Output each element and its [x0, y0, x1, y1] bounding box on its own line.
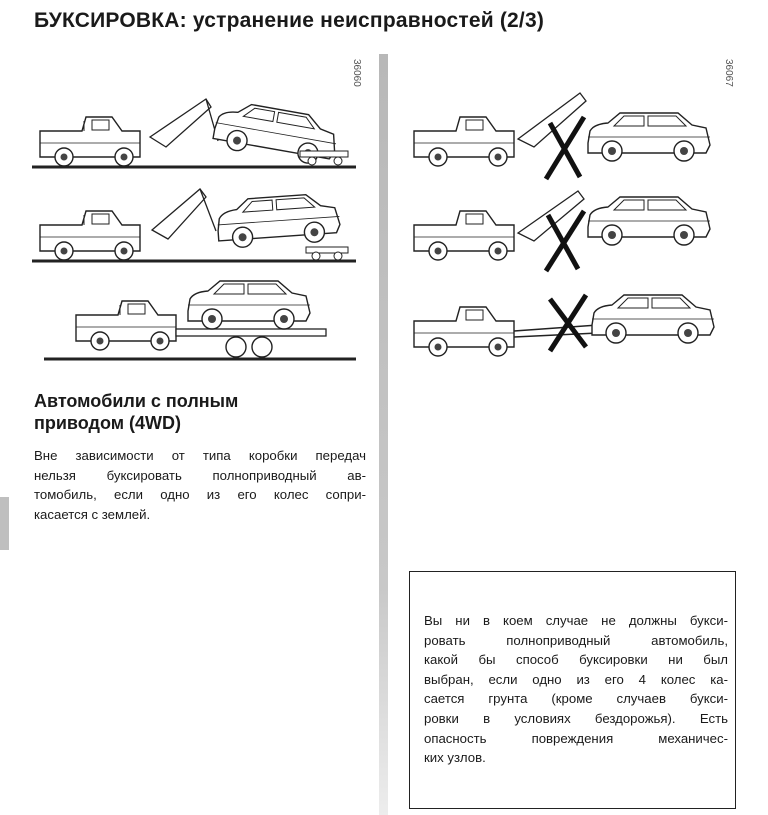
prohibited-cross-icon: [550, 295, 586, 351]
prohibited-cross-icon: [546, 117, 584, 179]
body-line: касается с землей.: [34, 506, 151, 522]
warning-line: ровать полноприводный автомобиль,: [424, 632, 728, 648]
page-subtitle: : устранение неисправностей (2/3): [179, 9, 545, 32]
towing-prohibited-illustration: [410, 55, 740, 360]
figure-code-right: 36067: [723, 59, 734, 87]
page-title-main: БУКСИРОВКА: [34, 9, 180, 32]
section-heading-line: приводом (4WD): [34, 413, 182, 433]
body-line: томобиль, если одно из его колес сопри-: [34, 487, 366, 503]
page-title: [34, 9, 544, 33]
warning-text: [424, 611, 728, 768]
scene-flatbed-trailer: [44, 281, 356, 359]
section-body-text: [34, 446, 366, 524]
warning-line: ровки в условиях бездорожья). Есть: [424, 710, 728, 726]
section-heading-line: Автомобили с полным: [34, 391, 239, 411]
warning-line: выбран, если одно из его 4 колес ка-: [424, 671, 728, 687]
warning-line: опасность повреждения механичес-: [424, 730, 728, 746]
towing-allowed-illustration: [30, 55, 370, 368]
body-line: нельзя буксировать полноприводный ав-: [34, 467, 366, 483]
warning-line: какой бы способ буксировки ни был: [424, 652, 728, 668]
side-tab-marker: [0, 497, 9, 550]
scene-wheel-lift-rear: [32, 99, 356, 167]
column-divider: [379, 54, 388, 815]
warning-line: сается грунта (кроме случаев букси-: [424, 691, 728, 707]
warning-line: Вы ни в коем случае не должны букси-: [424, 613, 728, 628]
scene-prohibited-2: [414, 191, 710, 271]
prohibited-cross-icon: [546, 211, 584, 271]
body-line: Вне зависимости от типа коробки передач: [34, 448, 366, 463]
section-heading-4wd: [34, 390, 334, 434]
scene-prohibited-1: [414, 93, 710, 179]
warning-box: [409, 571, 736, 809]
scene-wheel-lift-front: [32, 189, 356, 261]
warning-line: ких узлов.: [424, 750, 486, 766]
figure-code-left: 36060: [351, 59, 362, 87]
scene-prohibited-3: [414, 295, 714, 356]
